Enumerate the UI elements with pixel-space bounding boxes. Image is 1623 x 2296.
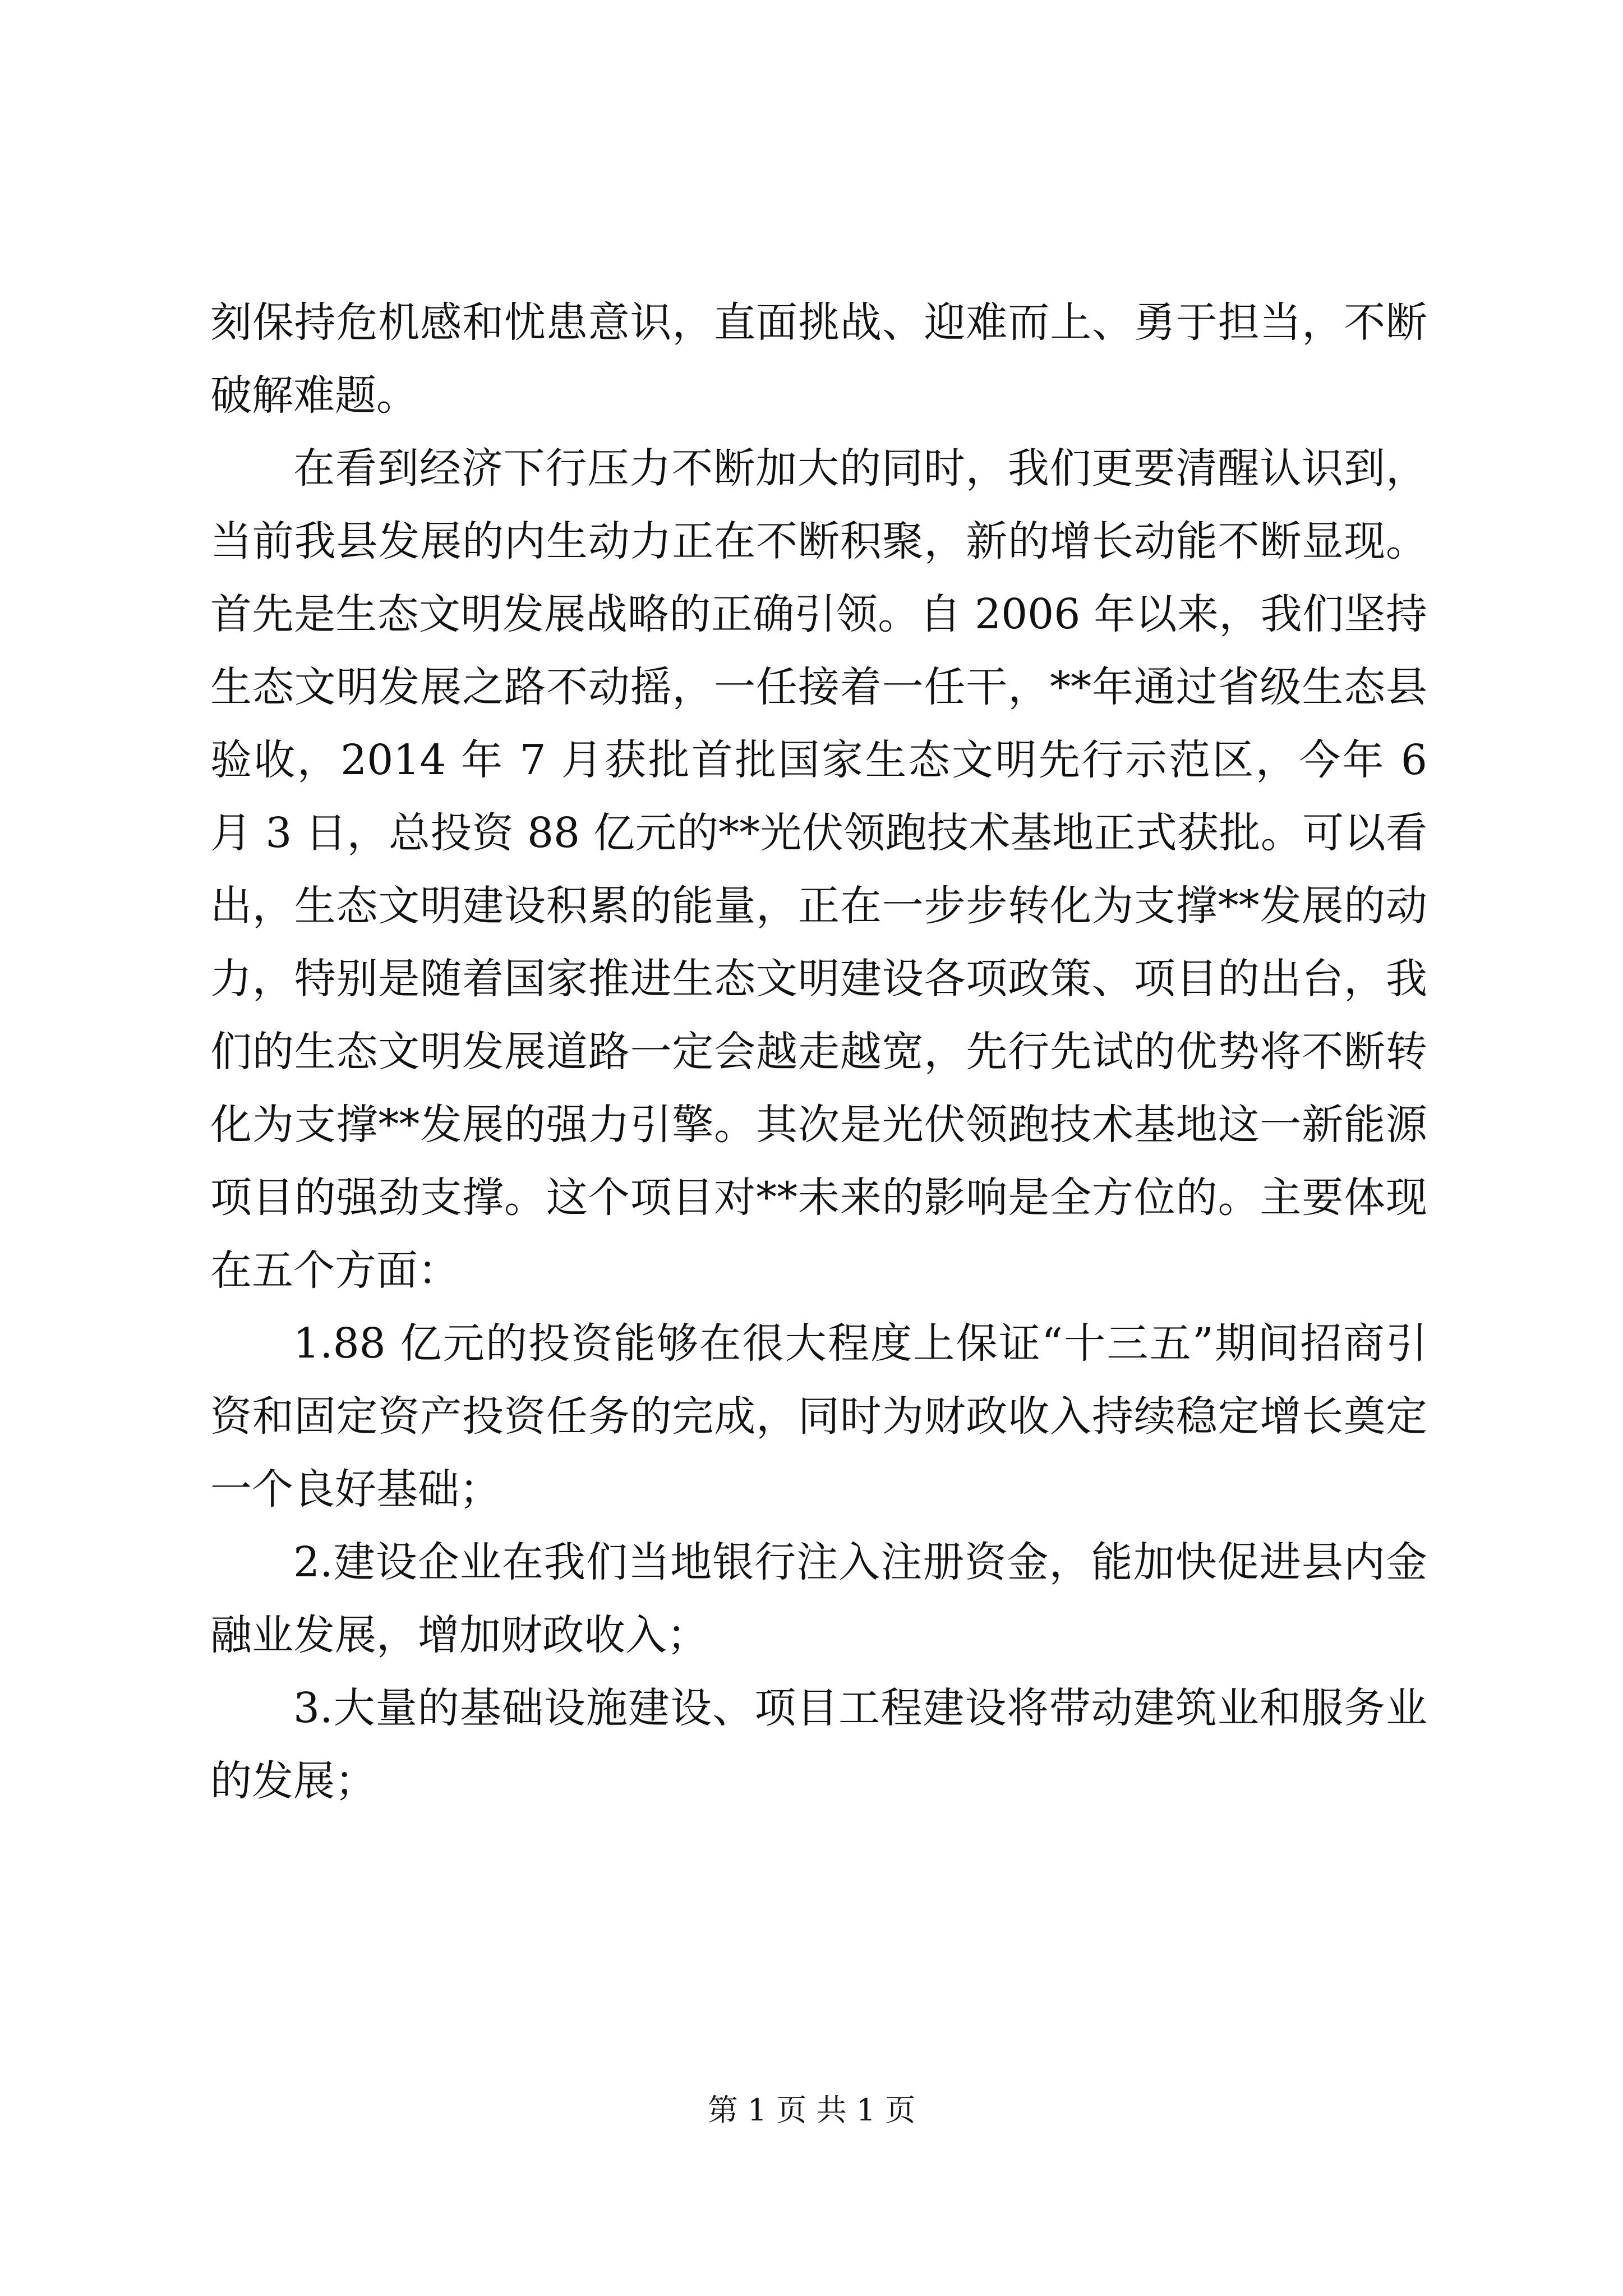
- body-text: [210, 286, 1427, 1818]
- page-footer: [0, 2088, 1623, 2133]
- list-item-1: 1.88 亿元的投资能够在很大程度上保证“十三五”期间招商引资和固定资产投资任务的完成，同时为财政收入持续稳定增长奠定一个良好基础；: [210, 1319, 1427, 1513]
- paragraph-2: 在看到经济下行压力不断加大的同时，我们更要清醒认识到，当前我县发展的内生动力正在不断积聚，新的增长动能不断显现。首先是生态文明发展战略的正确引领。自 2006 年以来，我们坚持生态文明发展之路不动摇，一任接着一任干，**年通过省级生态县验收，2014 年 7 月获批首批国家生态文明先行示范区，今年 6 月 3 日，总投资 88 亿元的**光伏领跑技术基地正式获批。可以看出，生态文明建设积累的能量，正在一步步转化为支撑**发展的动力，特别是随着国家推进生态文明建设各项政策、项目的出台，我们的生态文明发展道路一定会越走越宽，先行先试的优势将不断转化为支撑**发展的强力引擎。其次是光伏领跑技术基地这一新能源项目的强劲支撑。这个项目对**未来的影响是全方位的。主要体现在五个方面：: [210, 444, 1427, 1295]
- page-number: 第 1 页 共 1 页: [707, 2092, 916, 2128]
- paragraph-1: 刻保持危机感和忧患意识，直面挑战、迎难而上、勇于担当，不断破解难题。: [210, 298, 1427, 420]
- list-item-3: 3.大量的基础设施建设、项目工程建设将带动建筑业和服务业的发展；: [210, 1684, 1427, 1805]
- list-item-2: 2.建设企业在我们当地银行注入注册资金，能加快促进县内金融业发展，增加财政收入；: [210, 1538, 1427, 1659]
